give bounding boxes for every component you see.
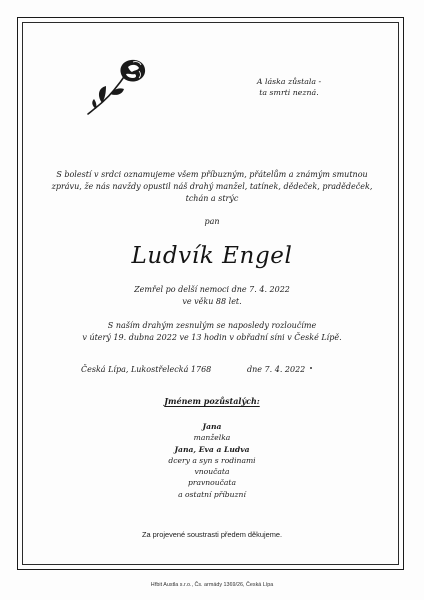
- great-grandchildren: pravnoučata: [187, 478, 237, 488]
- children-role: dcery a syn s rodinami: [168, 455, 256, 465]
- mourners-heading-text: Jménem pozůstalých:: [164, 396, 260, 406]
- motto-line-2: ta smrti nezná.: [259, 88, 319, 97]
- announcement-line-3: tchán a strýc: [185, 194, 239, 204]
- thanks-note: Za projevené soustrasti předem děkujeme.: [141, 530, 283, 539]
- farewell-line-1: S naším drahým zesnulým se naposledy rozloučíme: [107, 321, 317, 330]
- title-prefix: pan: [204, 217, 220, 226]
- announcement-line-1: S bolestí v srdci oznamujeme všem příbuzným, přátelům a známým smutnou: [56, 170, 368, 179]
- motto-line-1: A láska zůstala -: [256, 77, 322, 86]
- death-date-line: Zemřel po delší nemoci dne 7. 4. 2022: [134, 285, 290, 294]
- mourners-list: [112, 421, 312, 500]
- children-names: Jana, Eva a Ludva: [174, 444, 250, 454]
- grandchildren: vnoučata: [194, 467, 230, 477]
- funeral-details: [40, 320, 384, 344]
- deceased-name: Ludvík Engel: [131, 243, 293, 269]
- notice-date: dne 7. 4. 2022: [247, 365, 306, 374]
- announcement-text: [46, 169, 378, 206]
- mourners-heading: [112, 396, 312, 406]
- announcement-line-2: zprávu, že nás navždy opustil náš drahý manžel, tatínek, dědeček, pradědeček,: [51, 182, 373, 192]
- motto: [244, 76, 334, 98]
- printer-footer: Hřbit Austla s.r.o., Čs. armády 1369/26, Česká Lípa: [150, 582, 274, 588]
- wife-role: manželka: [193, 433, 231, 443]
- address: Česká Lípa, Lukostřelecká 1768: [81, 365, 212, 374]
- age-line: ve věku 88 let.: [182, 296, 242, 306]
- dot-mark: [310, 367, 312, 369]
- death-details: [80, 284, 344, 308]
- wife-name: Jana: [202, 422, 222, 431]
- rose-icon: [84, 56, 154, 120]
- other-relatives: a ostatní příbuzní: [178, 489, 246, 499]
- farewell-line-2: v úterý 19. dubna 2022 ve 13 hodin v obřadní síni v České Lípě.: [82, 332, 342, 342]
